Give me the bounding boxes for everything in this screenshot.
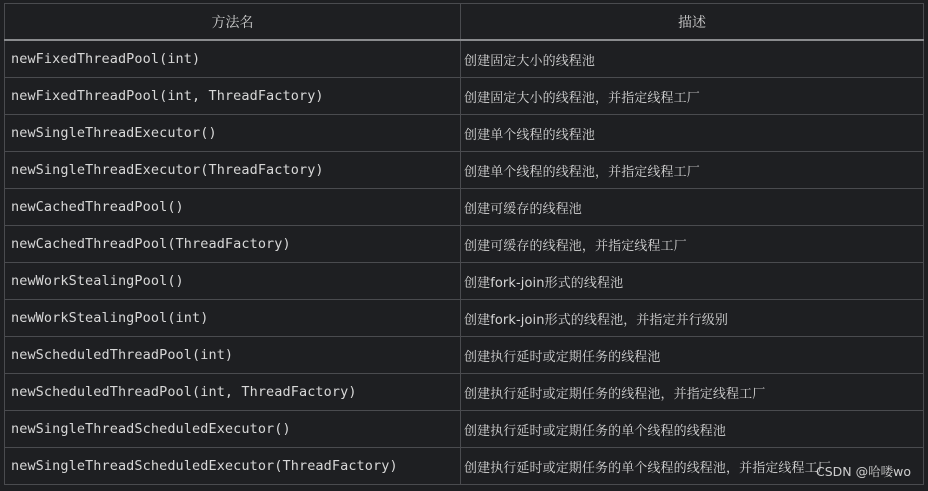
table-row xyxy=(5,115,924,152)
description-cell: 创建单个线程的线程池，并指定线程工厂 xyxy=(461,152,924,189)
table-header-row xyxy=(5,4,924,41)
description-cell: 创建fork-join形式的线程池 xyxy=(461,263,924,300)
description-cell: 创建执行延时或定期任务的单个线程的线程池，并指定线程工厂 xyxy=(461,448,924,485)
method-name-cell: newSingleThreadExecutor(ThreadFactory) xyxy=(5,152,461,189)
table-row xyxy=(5,337,924,374)
method-name-cell: newSingleThreadScheduledExecutor() xyxy=(5,411,461,448)
table-row xyxy=(5,189,924,226)
table-row xyxy=(5,300,924,337)
method-name-cell: newFixedThreadPool(int, ThreadFactory) xyxy=(5,78,461,115)
description-cell: 创建单个线程的线程池 xyxy=(461,115,924,152)
description-cell: 创建固定大小的线程池 xyxy=(461,40,924,78)
method-name-cell: newSingleThreadExecutor() xyxy=(5,115,461,152)
method-name-cell: newWorkStealingPool(int) xyxy=(5,300,461,337)
table-row xyxy=(5,40,924,78)
table-row xyxy=(5,263,924,300)
csdn-watermark: CSDN @哈喽wo xyxy=(816,464,911,479)
table-row xyxy=(5,78,924,115)
table-row xyxy=(5,448,924,485)
description-cell: 创建可缓存的线程池，并指定线程工厂 xyxy=(461,226,924,263)
thread-pool-methods-table xyxy=(4,3,924,485)
description-cell: 创建fork-join形式的线程池，并指定并行级别 xyxy=(461,300,924,337)
description-cell: 创建执行延时或定期任务的线程池 xyxy=(461,337,924,374)
table-row xyxy=(5,374,924,411)
method-name-cell: newFixedThreadPool(int) xyxy=(5,40,461,78)
method-name-cell: newCachedThreadPool(ThreadFactory) xyxy=(5,226,461,263)
header-method-name: 方法名 xyxy=(5,4,461,41)
table-row xyxy=(5,152,924,189)
method-name-cell: newScheduledThreadPool(int, ThreadFactory) xyxy=(5,374,461,411)
header-description: 描述 xyxy=(461,4,924,41)
table-row xyxy=(5,226,924,263)
description-cell: 创建固定大小的线程池，并指定线程工厂 xyxy=(461,78,924,115)
method-name-cell: newScheduledThreadPool(int) xyxy=(5,337,461,374)
description-cell: 创建执行延时或定期任务的单个线程的线程池 xyxy=(461,411,924,448)
description-cell: 创建可缓存的线程池 xyxy=(461,189,924,226)
table-row xyxy=(5,411,924,448)
description-cell: 创建执行延时或定期任务的线程池，并指定线程工厂 xyxy=(461,374,924,411)
method-name-cell: newWorkStealingPool() xyxy=(5,263,461,300)
method-name-cell: newCachedThreadPool() xyxy=(5,189,461,226)
method-name-cell: newSingleThreadScheduledExecutor(ThreadFactory) xyxy=(5,448,461,485)
